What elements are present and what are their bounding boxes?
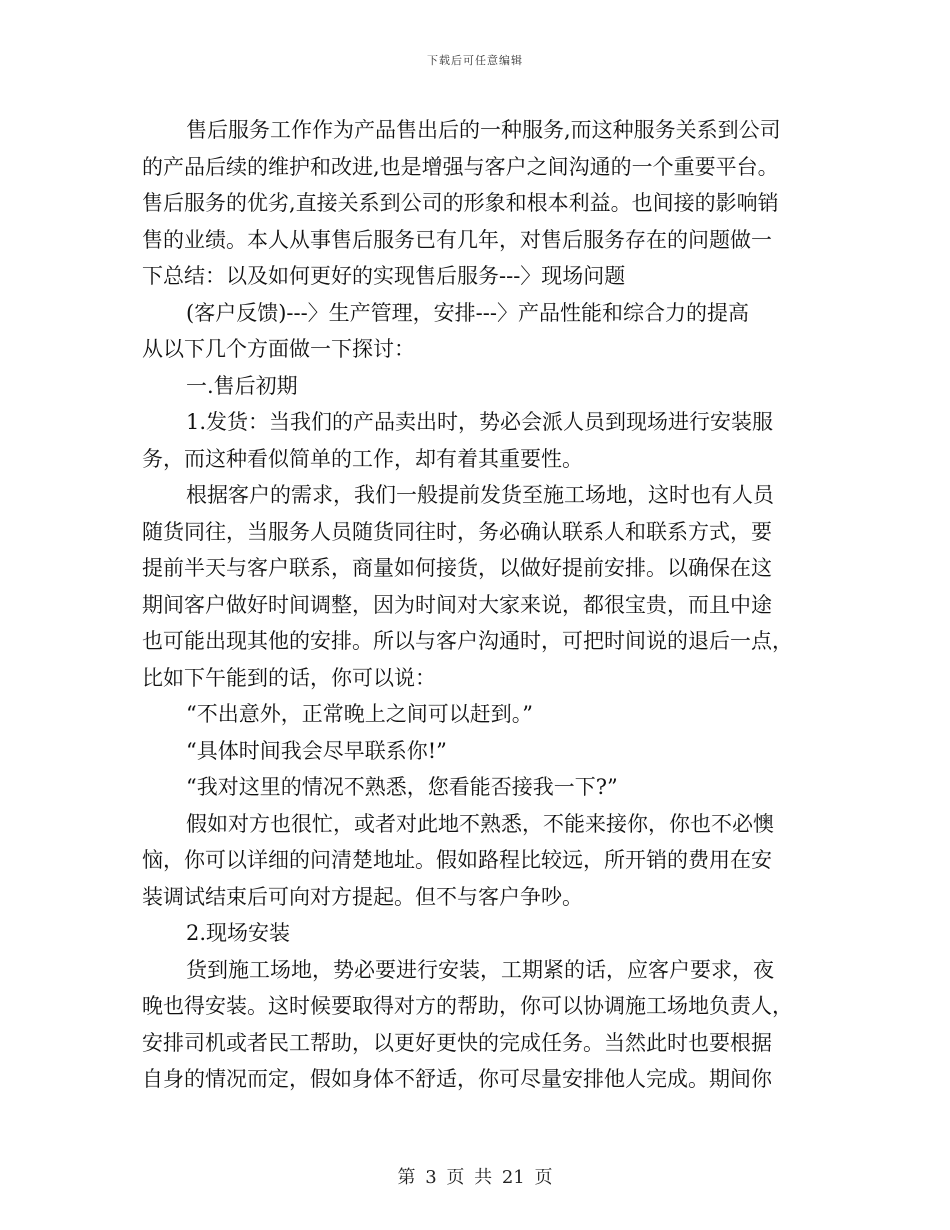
paragraph-line: 下总结：以及如何更好的实现售后服务---〉现场问题 — [142, 264, 626, 288]
paragraph-line: 比如下午能到的话，你可以说： — [142, 665, 436, 690]
paragraph-line: 售的业绩。本人从事售后服务已有几年，对售后服务存在的问题做一 — [142, 227, 772, 252]
paragraph-line: 务，而这种看似简单的工作，却有着其重要性。 — [142, 446, 583, 471]
paragraph-line: (客户反馈)---〉生产管理，安排---〉产品性能和综合力的提高 — [186, 300, 749, 325]
paragraph-line: 也可能出现其他的安排。所以与客户沟通时，可把时间说的退后一点， — [142, 629, 793, 653]
paragraph-line: 1.发货：当我们的产品卖出时，势必会派人员到现场进行安装服 — [186, 410, 774, 434]
paragraph-line: 的产品后续的维护和改进,也是增强与客户之间沟通的一个重要平台。 — [142, 154, 779, 179]
paragraph-line: 期间客户做好时间调整，因为时间对大家来说，都很宝贵，而且中途 — [142, 592, 772, 617]
paragraph-line: 提前半天与客户联系，商量如何接货，以做好提前安排。以确保在这 — [142, 556, 772, 580]
page-number: 第 3 页 共 21 页 — [397, 1167, 553, 1188]
paragraph-line: 随货同往，当服务人员随货同往时，务必确认联系人和联系方式，要 — [142, 519, 772, 544]
paragraph-line: 售后服务工作作为产品售出后的一种服务,而这种服务关系到公司 — [186, 118, 781, 142]
paragraph-line: 售后服务的优劣,直接关系到公司的形象和根本利益。也间接的影响销 — [142, 191, 779, 215]
quote-line: “具体时间我会尽早联系你!” — [186, 738, 447, 763]
quote-line: “不出意外，正常晚上之间可以赶到。” — [186, 702, 533, 726]
paragraph-line: 装调试结束后可向对方提起。但不与客户争吵。 — [142, 884, 583, 909]
paragraph-line: 根据客户的需求，我们一般提前发货至施工场地，这时也有人员 — [186, 483, 774, 507]
section-heading: 2.现场安装 — [186, 921, 291, 945]
paragraph-line: 自身的情况而定，假如身体不舒适，你可尽量安排他人完成。期间你 — [142, 1067, 772, 1091]
paragraph-line: 恼，你可以详细的问清楚地址。假如路程比较远，所开销的费用在安 — [142, 848, 772, 872]
paragraph-line: 晚也得安装。这时候要取得对方的帮助，你可以协调施工场地负责人， — [142, 994, 793, 1018]
paragraph-line: 假如对方也很忙，或者对此地不熟悉，不能来接你，你也不必懊 — [186, 811, 774, 836]
section-heading: 一.售后初期 — [186, 373, 298, 398]
paragraph-line: 货到施工场地，势必要进行安装，工期紧的话，应客户要求，夜 — [186, 957, 774, 982]
document-body — [142, 112, 807, 1098]
paragraph-line: 安排司机或者民工帮助，以更好更快的完成任务。当然此时也要根据 — [142, 1030, 772, 1055]
paragraph-line: 从以下几个方面做一下探讨： — [142, 337, 415, 361]
page-header-note: 下载后可任意编辑 — [427, 54, 523, 67]
quote-line: “我对这里的情况不熟悉，您看能否接我一下?” — [186, 775, 618, 799]
